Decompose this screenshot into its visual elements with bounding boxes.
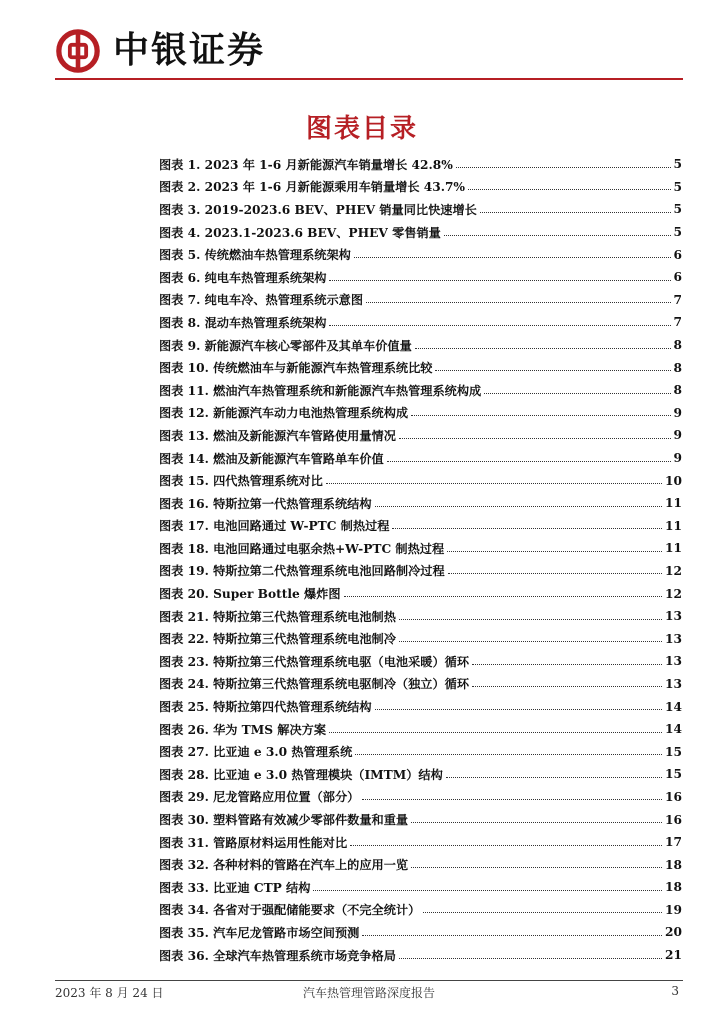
toc-dot-leader bbox=[344, 596, 662, 597]
toc-entry[interactable] bbox=[159, 808, 682, 831]
toc-entry[interactable] bbox=[159, 763, 682, 786]
toc-entry-label: 图表 2. 2023 年 1-6 月新能源乘用车销量增长 43.7% bbox=[159, 180, 466, 195]
footer-page-number: 3 bbox=[671, 984, 679, 998]
toc-dot-leader bbox=[484, 393, 670, 394]
toc-entry-page-number: 8 bbox=[673, 383, 682, 398]
toc-entry-label: 图表 19. 特斯拉第二代热管理系统电池回路制冷过程 bbox=[159, 564, 445, 579]
toc-entry-label: 图表 17. 电池回路通过 W-PTC 制热过程 bbox=[159, 519, 390, 534]
toc-entry-label: 图表 25. 特斯拉第四代热管理系统结构 bbox=[159, 700, 372, 715]
toc-entry-label: 图表 23. 特斯拉第三代热管理系统电驱（电池采暖）循环 bbox=[159, 654, 470, 669]
toc-entry-page-number: 17 bbox=[665, 835, 682, 850]
toc-dot-leader bbox=[468, 189, 671, 190]
toc-entry-label: 图表 34. 各省对于强配储能要求（不完全统计） bbox=[159, 903, 421, 918]
toc-dot-leader bbox=[456, 167, 671, 168]
toc-entry-label: 图表 4. 2023.1-2023.6 BEV、PHEV 零售销量 bbox=[159, 225, 441, 240]
toc-entry[interactable] bbox=[159, 311, 682, 334]
toc-entry-label: 图表 36. 全球汽车热管理系统市场竞争格局 bbox=[159, 948, 396, 963]
toc-entry-page-number: 5 bbox=[673, 202, 682, 217]
toc-entry-label: 图表 35. 汽车尼龙管路市场空间预测 bbox=[159, 925, 360, 940]
toc-entry[interactable] bbox=[159, 673, 682, 696]
bank-of-china-logo-icon bbox=[55, 28, 101, 74]
toc-entry-page-number: 16 bbox=[665, 812, 682, 827]
toc-entry-label: 图表 13. 燃油及新能源汽车管路使用量情况 bbox=[159, 428, 396, 443]
toc-entry[interactable] bbox=[159, 289, 682, 312]
toc-entry-label: 图表 22. 特斯拉第三代热管理系统电池制冷 bbox=[159, 632, 396, 647]
toc-entry-page-number: 7 bbox=[673, 292, 682, 307]
toc-dot-leader bbox=[329, 325, 670, 326]
toc-dot-leader bbox=[366, 302, 670, 303]
footer-divider bbox=[55, 980, 683, 981]
toc-entry-label: 图表 26. 华为 TMS 解决方案 bbox=[159, 722, 327, 737]
toc-entry-page-number: 15 bbox=[665, 767, 682, 782]
toc-dot-leader bbox=[472, 664, 662, 665]
toc-entry-page-number: 9 bbox=[673, 428, 682, 443]
toc-entry[interactable] bbox=[159, 718, 682, 741]
toc-entry-page-number: 13 bbox=[665, 609, 682, 624]
toc-dot-leader bbox=[354, 257, 671, 258]
toc-entry[interactable] bbox=[159, 944, 682, 967]
toc-entry-page-number: 6 bbox=[673, 247, 682, 262]
toc-entry-page-number: 13 bbox=[665, 631, 682, 646]
toc-entry-label: 图表 27. 比亚迪 e 3.0 热管理系统 bbox=[159, 745, 353, 760]
toc-entry-page-number: 5 bbox=[673, 179, 682, 194]
toc-entry[interactable] bbox=[159, 221, 682, 244]
footer-document-title: 汽车热管理管路深度报告 bbox=[302, 986, 435, 1000]
toc-entry-label: 图表 28. 比亚迪 e 3.0 热管理模块（IMTM）结构 bbox=[159, 767, 443, 782]
toc-entry-label: 图表 12. 新能源汽车动力电池热管理系统构成 bbox=[159, 406, 409, 421]
toc-dot-leader bbox=[313, 890, 662, 891]
toc-entry[interactable] bbox=[159, 605, 682, 628]
toc-entry[interactable] bbox=[159, 695, 682, 718]
toc-entry[interactable] bbox=[159, 266, 682, 289]
toc-dot-leader bbox=[444, 235, 671, 236]
toc-dot-leader bbox=[399, 438, 671, 439]
toc-entry-page-number: 14 bbox=[665, 699, 682, 714]
toc-entry[interactable] bbox=[159, 243, 682, 266]
toc-entry-label: 图表 14. 燃油及新能源汽车管路单车价值 bbox=[159, 451, 384, 466]
toc-entry-page-number: 10 bbox=[665, 473, 682, 488]
toc-entry-page-number: 11 bbox=[665, 518, 682, 533]
toc-entry[interactable] bbox=[159, 786, 682, 809]
toc-entry-page-number: 13 bbox=[665, 654, 682, 669]
toc-entry-page-number: 5 bbox=[673, 225, 682, 240]
toc-entry-page-number: 8 bbox=[673, 360, 682, 375]
toc-entry-page-number: 7 bbox=[673, 315, 682, 330]
toc-entry[interactable] bbox=[159, 356, 682, 379]
toc-entry-label: 图表 5. 传统燃油车热管理系统架构 bbox=[159, 248, 351, 263]
toc-dot-leader bbox=[423, 912, 662, 913]
toc-dot-leader bbox=[329, 732, 662, 733]
toc-entry-label: 图表 20. Super Bottle 爆炸图 bbox=[159, 587, 341, 602]
toc-entry-label: 图表 16. 特斯拉第一代热管理系统结构 bbox=[159, 496, 372, 511]
toc-entry-page-number: 15 bbox=[665, 744, 682, 759]
toc-dot-leader bbox=[375, 506, 663, 507]
toc-dot-leader bbox=[472, 686, 662, 687]
page-title: 图表目录 bbox=[305, 114, 418, 144]
toc-entry[interactable] bbox=[159, 176, 682, 199]
toc-entry-label: 图表 6. 纯电车热管理系统架构 bbox=[159, 270, 327, 285]
header-divider bbox=[55, 78, 683, 80]
toc-entry[interactable] bbox=[159, 627, 682, 650]
toc-entry-page-number: 19 bbox=[665, 902, 682, 917]
toc-entry-label: 图表 31. 管路原材料运用性能对比 bbox=[159, 835, 348, 850]
toc-dot-leader bbox=[362, 935, 662, 936]
toc-entry[interactable] bbox=[159, 379, 682, 402]
toc-entry-label: 图表 8. 混动车热管理系统架构 bbox=[159, 315, 327, 330]
toc-entry[interactable] bbox=[159, 582, 682, 605]
toc-dot-leader bbox=[392, 528, 662, 529]
toc-entry-label: 图表 15. 四代热管理系统对比 bbox=[159, 474, 323, 489]
toc-dot-leader bbox=[415, 348, 671, 349]
toc-entry-page-number: 18 bbox=[665, 857, 682, 872]
toc-entry-label: 图表 1. 2023 年 1-6 月新能源汽车销量增长 42.8% bbox=[159, 157, 453, 172]
toc-dot-leader bbox=[480, 212, 671, 213]
toc-entry-page-number: 9 bbox=[673, 451, 682, 466]
toc-entry[interactable] bbox=[159, 537, 682, 560]
toc-entry-label: 图表 32. 各种材料的管路在汽车上的应用一览 bbox=[159, 858, 409, 873]
toc-entry-page-number: 11 bbox=[665, 541, 682, 556]
figure-table-of-contents bbox=[159, 153, 682, 966]
toc-entry-label: 图表 18. 电池回路通过电驱余热+W-PTC 制热过程 bbox=[159, 541, 445, 556]
toc-entry[interactable] bbox=[159, 876, 682, 899]
toc-dot-leader bbox=[387, 461, 671, 462]
toc-entry-page-number: 12 bbox=[665, 563, 682, 578]
toc-entry-page-number: 13 bbox=[665, 676, 682, 691]
toc-entry-page-number: 11 bbox=[665, 496, 682, 511]
toc-entry-label: 图表 33. 比亚迪 CTP 结构 bbox=[159, 880, 311, 895]
toc-dot-leader bbox=[447, 551, 662, 552]
brand-name: 中银证券 bbox=[113, 30, 266, 71]
page-header bbox=[55, 26, 265, 76]
toc-entry-label: 图表 10. 传统燃油车与新能源汽车热管理系统比较 bbox=[159, 361, 433, 376]
toc-entry[interactable] bbox=[159, 899, 682, 922]
toc-dot-leader bbox=[350, 845, 662, 846]
toc-dot-leader bbox=[355, 754, 662, 755]
page-footer bbox=[55, 984, 683, 1002]
toc-entry[interactable] bbox=[159, 831, 682, 854]
toc-entry[interactable] bbox=[159, 447, 682, 470]
toc-dot-leader bbox=[411, 415, 670, 416]
toc-entry-label: 图表 21. 特斯拉第三代热管理系统电池制热 bbox=[159, 609, 396, 624]
toc-entry[interactable] bbox=[159, 334, 682, 357]
toc-entry-page-number: 21 bbox=[665, 948, 682, 963]
toc-entry[interactable] bbox=[159, 650, 682, 673]
toc-entry-label: 图表 9. 新能源汽车核心零部件及其单车价值量 bbox=[159, 338, 412, 353]
toc-dot-leader bbox=[446, 777, 662, 778]
toc-entry[interactable] bbox=[159, 153, 682, 176]
toc-entry-label: 图表 29. 尼龙管路应用位置（部分） bbox=[159, 790, 360, 805]
toc-entry-page-number: 6 bbox=[673, 270, 682, 285]
toc-dot-leader bbox=[399, 958, 662, 959]
toc-dot-leader bbox=[448, 573, 662, 574]
toc-entry-page-number: 20 bbox=[665, 925, 682, 940]
toc-entry-page-number: 14 bbox=[665, 722, 682, 737]
toc-dot-leader bbox=[329, 280, 670, 281]
toc-entry-label: 图表 24. 特斯拉第三代热管理系统电驱制冷（独立）循环 bbox=[159, 677, 470, 692]
toc-entry-label: 图表 11. 燃油汽车热管理系统和新能源汽车热管理系统构成 bbox=[159, 383, 482, 398]
toc-entry-label: 图表 30. 塑料管路有效减少零部件数量和重量 bbox=[159, 813, 409, 828]
toc-entry[interactable] bbox=[159, 560, 682, 583]
toc-dot-leader bbox=[399, 641, 662, 642]
toc-dot-leader bbox=[435, 370, 670, 371]
toc-dot-leader bbox=[326, 483, 662, 484]
toc-dot-leader bbox=[411, 867, 662, 868]
toc-dot-leader bbox=[399, 619, 662, 620]
toc-entry[interactable] bbox=[159, 740, 682, 763]
toc-entry-page-number: 9 bbox=[673, 405, 682, 420]
toc-entry-page-number: 12 bbox=[665, 586, 682, 601]
toc-entry[interactable] bbox=[159, 492, 682, 515]
toc-entry[interactable] bbox=[159, 198, 682, 221]
toc-entry-page-number: 5 bbox=[673, 157, 682, 172]
toc-entry[interactable] bbox=[159, 424, 682, 447]
toc-entry[interactable] bbox=[159, 402, 682, 425]
toc-dot-leader bbox=[375, 709, 663, 710]
toc-entry[interactable] bbox=[159, 921, 682, 944]
toc-entry[interactable] bbox=[159, 469, 682, 492]
toc-entry-page-number: 18 bbox=[665, 880, 682, 895]
toc-entry-page-number: 8 bbox=[673, 338, 682, 353]
footer-date: 2023 年 8 月 24 日 bbox=[55, 986, 164, 1000]
toc-entry[interactable] bbox=[159, 853, 682, 876]
toc-dot-leader bbox=[362, 799, 662, 800]
toc-entry-label: 图表 3. 2019-2023.6 BEV、PHEV 销量同比快速增长 bbox=[159, 202, 477, 217]
toc-dot-leader bbox=[411, 822, 662, 823]
toc-entry-label: 图表 7. 纯电车冷、热管理系统示意图 bbox=[159, 293, 364, 308]
toc-entry[interactable] bbox=[159, 515, 682, 538]
toc-entry-page-number: 16 bbox=[665, 789, 682, 804]
